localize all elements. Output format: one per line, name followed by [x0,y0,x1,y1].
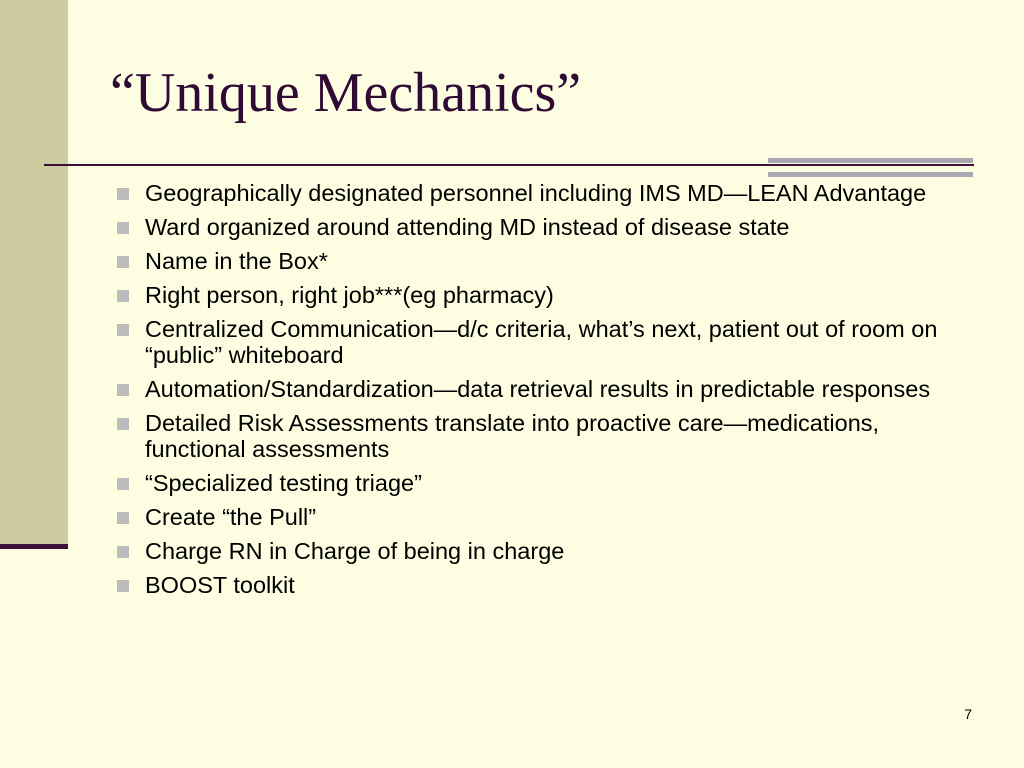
bullet-item [117,214,977,240]
bullet-text: BOOST toolkit [145,572,295,598]
bullet-text: Centralized Communication—d/c criteria, what’s next, patient out of room on “public” whiteboard [145,316,938,368]
bullet-text: Geographically designated personnel including IMS MD—LEAN Advantage [145,180,927,206]
bullet-text: “Specialized testing triage” [145,470,422,496]
page-number: 7 [964,706,972,722]
square-bullet-icon [117,478,129,490]
square-bullet-icon [117,256,129,268]
bullet-text: Ward organized around attending MD instead of disease state [145,214,790,240]
bullet-item [117,572,977,598]
accent-bar-bottom [768,172,973,177]
accent-bar-top [768,158,973,163]
title-accent-bars [768,158,973,178]
bullet-item [117,504,977,530]
bullet-item [117,376,977,402]
side-band [0,0,68,545]
square-bullet-icon [117,324,129,336]
bullet-item [117,180,977,206]
square-bullet-icon [117,546,129,558]
bullet-text: Create “the Pull” [145,504,317,530]
bullet-item [117,470,977,496]
bullet-text: Automation/Standardization—data retrieval results in predictable responses [145,376,931,402]
square-bullet-icon [117,290,129,302]
bullet-text: Name in the Box* [145,248,328,274]
square-bullet-icon [117,384,129,396]
side-band-footer-line [0,544,68,549]
bullet-item [117,316,977,368]
square-bullet-icon [117,188,129,200]
bullet-item [117,248,977,274]
bullet-text: Detailed Risk Assessments translate into proactive care—medications, functional assessments [145,410,880,462]
bullet-item [117,538,977,564]
slide-title: “Unique Mechanics” [110,62,582,124]
bullet-list [117,180,977,606]
square-bullet-icon [117,512,129,524]
square-bullet-icon [117,222,129,234]
bullet-text: Right person, right job***(eg pharmacy) [145,282,554,308]
bullet-text: Charge RN in Charge of being in charge [145,538,565,564]
square-bullet-icon [117,580,129,592]
bullet-item [117,282,977,308]
bullet-item [117,410,977,462]
square-bullet-icon [117,418,129,430]
